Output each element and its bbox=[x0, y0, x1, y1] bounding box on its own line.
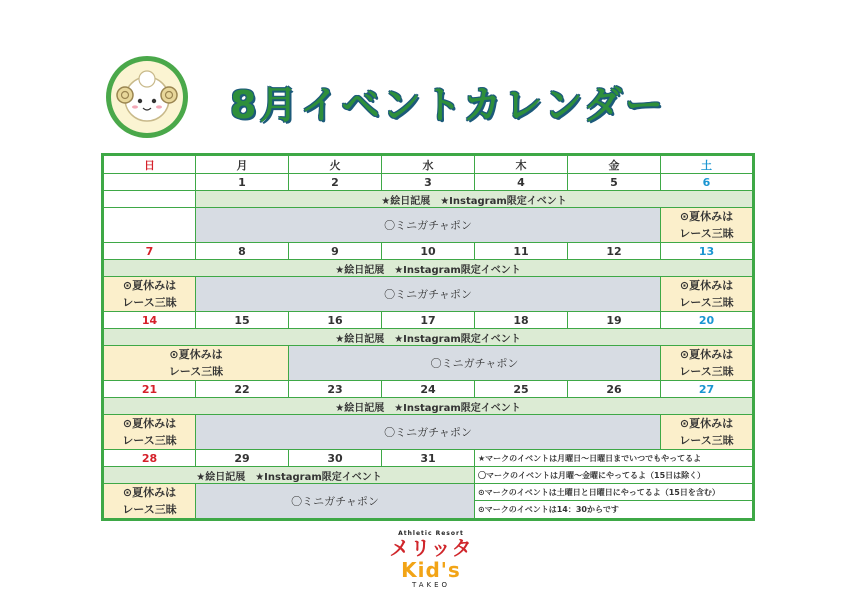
activity-row bbox=[103, 415, 754, 450]
date-cell: 30 bbox=[289, 450, 382, 467]
date-cell: 19 bbox=[568, 312, 661, 329]
date-row bbox=[103, 174, 754, 191]
date-row bbox=[103, 312, 754, 329]
date-cell: 24 bbox=[382, 381, 475, 398]
activity-row bbox=[103, 277, 754, 312]
weekday-mon: 月 bbox=[196, 155, 289, 174]
mini-gachapon-cell: 〇ミニガチャポン bbox=[196, 277, 661, 312]
date-cell: 27 bbox=[661, 381, 754, 398]
activity-row bbox=[103, 346, 754, 381]
lace-event-cell: ⊙夏休みは レース三昧 bbox=[661, 415, 754, 450]
date-cell: 16 bbox=[289, 312, 382, 329]
empty-cell bbox=[103, 191, 196, 208]
page-title: 8月イベントカレンダー bbox=[230, 83, 666, 127]
date-cell: 12 bbox=[568, 243, 661, 260]
weekday-header-row bbox=[103, 155, 754, 174]
legend-note: 〇マークのイベントは月曜～金曜にやってるよ（15日は除く） bbox=[475, 467, 754, 484]
date-cell: 13 bbox=[661, 243, 754, 260]
date-cell: 21 bbox=[103, 381, 196, 398]
date-cell: 8 bbox=[196, 243, 289, 260]
legend-note: ⊙マークのイベントは土曜日と日曜日にやってるよ（15日を含む） bbox=[475, 484, 754, 501]
date-cell: 4 bbox=[475, 174, 568, 191]
event-row bbox=[103, 260, 754, 277]
activity-row bbox=[103, 484, 754, 501]
date-cell: 17 bbox=[382, 312, 475, 329]
event-banner: ★絵日記展 ★Instagram限定イベント bbox=[103, 467, 475, 484]
event-row bbox=[103, 398, 754, 415]
logo-tagline: Athletic Resort bbox=[398, 530, 464, 537]
brand-logo bbox=[366, 530, 496, 589]
weekday-sat: 土 bbox=[661, 155, 754, 174]
mini-gachapon-cell: 〇ミニガチャポン bbox=[196, 415, 661, 450]
date-cell: 23 bbox=[289, 381, 382, 398]
weekday-thu: 木 bbox=[475, 155, 568, 174]
date-cell: 5 bbox=[568, 174, 661, 191]
legend-note: ★マークのイベントは月曜日～日曜日までいつでもやってるよ bbox=[475, 450, 754, 467]
date-cell: 9 bbox=[289, 243, 382, 260]
weekday-fri: 金 bbox=[568, 155, 661, 174]
empty-cell bbox=[103, 208, 196, 243]
logo-location: TAKEO bbox=[411, 581, 451, 589]
date-cell: 25 bbox=[475, 381, 568, 398]
date-cell: 29 bbox=[196, 450, 289, 467]
date-cell: 11 bbox=[475, 243, 568, 260]
mini-gachapon-cell: 〇ミニガチャポン bbox=[289, 346, 661, 381]
date-cell: 14 bbox=[103, 312, 196, 329]
date-cell: 3 bbox=[382, 174, 475, 191]
event-banner: ★絵日記展 ★Instagram限定イベント bbox=[196, 191, 754, 208]
date-cell: 26 bbox=[568, 381, 661, 398]
legend-note: ⊙マークのイベントは14：30からです bbox=[475, 501, 754, 520]
date-row bbox=[103, 243, 754, 260]
weekday-tue: 火 bbox=[289, 155, 382, 174]
lace-event-cell: ⊙夏休みは レース三昧 bbox=[103, 277, 196, 312]
lace-event-cell: ⊙夏休みは レース三昧 bbox=[661, 277, 754, 312]
mini-gachapon-cell: 〇ミニガチャポン bbox=[196, 484, 475, 520]
date-row bbox=[103, 381, 754, 398]
logo-wordmark bbox=[366, 537, 496, 581]
event-banner: ★絵日記展 ★Instagram限定イベント bbox=[103, 398, 754, 415]
date-cell: 15 bbox=[196, 312, 289, 329]
lace-event-cell: ⊙夏休みは レース三昧 bbox=[661, 208, 754, 243]
date-cell bbox=[103, 174, 196, 191]
date-cell: 20 bbox=[661, 312, 754, 329]
event-row bbox=[103, 191, 754, 208]
date-row bbox=[103, 450, 754, 467]
logo-wordmark-b: Kid's bbox=[401, 558, 461, 582]
activity-row bbox=[103, 208, 754, 243]
calendar-table bbox=[101, 153, 755, 521]
lace-event-cell: ⊙夏休みは レース三昧 bbox=[103, 415, 196, 450]
header bbox=[100, 56, 760, 136]
event-banner: ★絵日記展 ★Instagram限定イベント bbox=[103, 329, 754, 346]
sheep-mascot-icon bbox=[106, 56, 188, 138]
weekday-sun: 日 bbox=[103, 155, 196, 174]
lace-event-cell: ⊙夏休みは レース三昧 bbox=[103, 346, 289, 381]
lace-event-cell: ⊙夏休みは レース三昧 bbox=[661, 346, 754, 381]
mini-gachapon-cell: 〇ミニガチャポン bbox=[196, 208, 661, 243]
date-cell: 22 bbox=[196, 381, 289, 398]
date-cell: 6 bbox=[661, 174, 754, 191]
weekday-wed: 水 bbox=[382, 155, 475, 174]
event-banner: ★絵日記展 ★Instagram限定イベント bbox=[103, 260, 754, 277]
date-cell: 7 bbox=[103, 243, 196, 260]
logo-wordmark-a: メリッタ bbox=[389, 536, 473, 560]
date-cell: 18 bbox=[475, 312, 568, 329]
date-cell: 1 bbox=[196, 174, 289, 191]
date-cell: 31 bbox=[382, 450, 475, 467]
lace-event-cell: ⊙夏休みは レース三昧 bbox=[103, 484, 196, 520]
event-row bbox=[103, 467, 754, 484]
date-cell: 28 bbox=[103, 450, 196, 467]
date-cell: 10 bbox=[382, 243, 475, 260]
date-cell: 2 bbox=[289, 174, 382, 191]
event-row bbox=[103, 329, 754, 346]
